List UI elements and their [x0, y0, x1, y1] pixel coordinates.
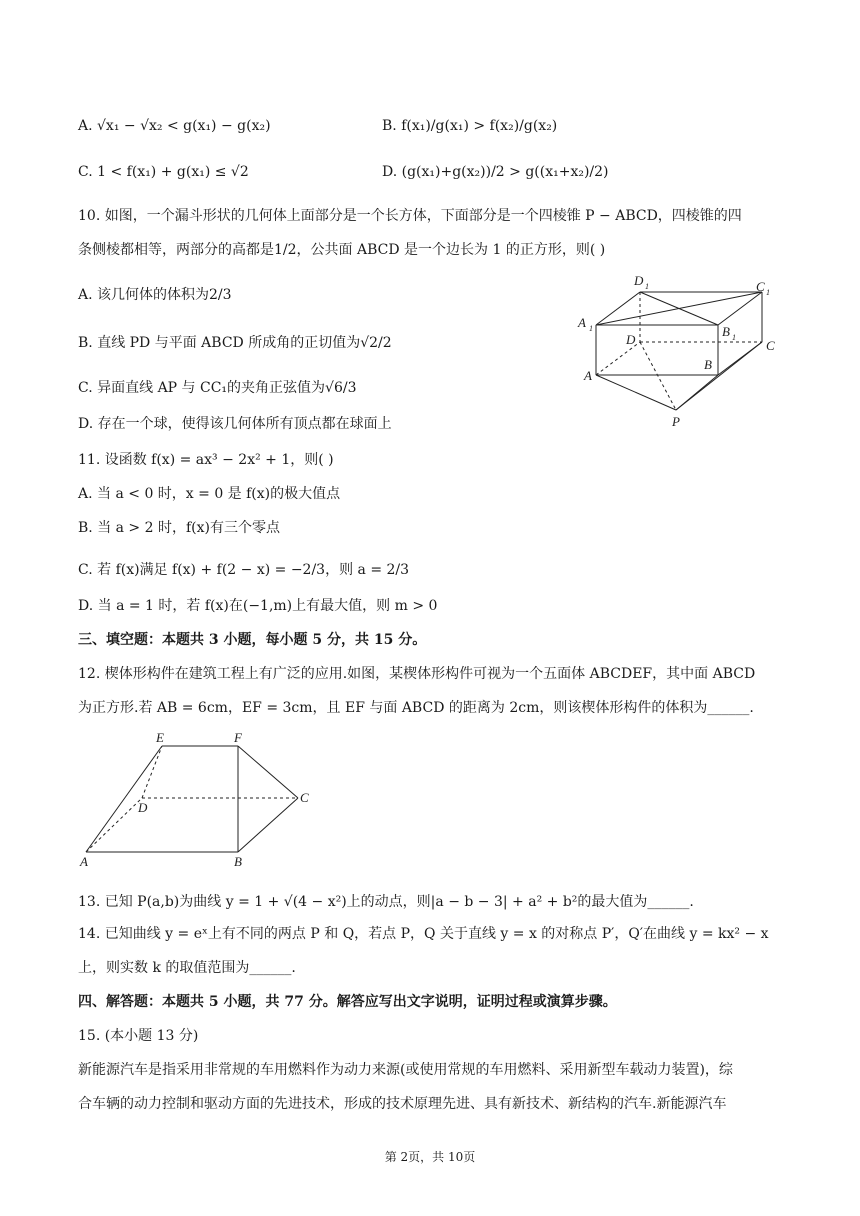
q12-label-f: F: [234, 730, 242, 745]
q10-stem-line2: 条侧棱都相等，两部分的高都是1/2，公共面 ABCD 是一个边长为 1 的正方形，则( ): [78, 242, 606, 258]
q11-option-a: A. 当 a < 0 时，x = 0 是 f(x)的极大值点: [78, 486, 341, 502]
q11-option-b: B. 当 a > 2 时，f(x)有三个零点: [78, 520, 280, 536]
q10-label-a: A: [584, 368, 592, 383]
page-footer: 第 2页，共 10页: [384, 1150, 476, 1164]
q12-line2: 为正方形.若 AB = 6cm，EF = 3cm，且 EF 与面 ABCD 的距离为 2cm，则该楔体形构件的体积为______.: [78, 700, 754, 716]
q10-option-d: D. 存在一个球，使得该几何体所有顶点都在球面上: [78, 416, 392, 432]
q9-option-c: C. 1 < f(x₁) + g(x₁) ≤ √2: [78, 164, 249, 180]
q10-label-p: P: [672, 414, 680, 429]
q10-figure: [570, 270, 790, 430]
q15-heading: 15. (本小题 13 分): [78, 1028, 199, 1044]
q10-label-c1: C: [756, 279, 765, 294]
q10-label-a1-sub: 1: [589, 324, 593, 333]
q10-label-c: C: [766, 338, 775, 353]
q14-line1: 14. 已知曲线 y = eˣ上有不同的两点 P 和 Q，若点 P，Q 关于直线 y = x 的对称点 P′，Q′在曲线 y = kx² − x: [78, 926, 769, 942]
q9-option-b: B. f(x₁)/g(x₁) > f(x₂)/g(x₂): [382, 118, 558, 134]
q10-label-b: B: [704, 357, 712, 372]
q15-paragraph-line1: 新能源汽车是指采用非常规的车用燃料作为动力来源(或使用常规的车用燃料、采用新型车载动力装置)，综: [78, 1062, 733, 1078]
section-4-heading: 四、解答题：本题共 5 小题，共 77 分。解答应写出文字说明，证明过程或演算步骤。: [78, 994, 617, 1010]
q13: 13. 已知 P(a,b)为曲线 y = 1 + √(4 − x²)上的动点，则|a − b − 3| + a² + b²的最大值为______.: [78, 894, 694, 910]
q10-label-d1: D: [634, 273, 644, 288]
q15-paragraph-line2: 合车辆的动力控制和驱动方面的先进技术，形成的技术原理先进、具有新技术、新结构的汽车.新能源汽车: [78, 1096, 727, 1112]
q10-stem-line1: 10. 如图，一个漏斗形状的几何体上面部分是一个长方体，下面部分是一个四棱锥 P − ABCD，四棱锥的四: [78, 208, 742, 224]
q11-option-d: D. 当 a = 1 时，若 f(x)在(−1,m)上有最大值，则 m > 0: [78, 598, 438, 614]
q10-option-c: C. 异面直线 AP 与 CC₁的夹角正弦值为√6/3: [78, 380, 357, 396]
q10-label-b1: B: [722, 324, 730, 339]
q12-figure: [76, 730, 326, 870]
q12-line1: 12. 楔体形构件在建筑工程上有广泛的应用.如图，某楔体形构件可视为一个五面体 ABCDEF，其中面 ABCD: [78, 666, 756, 682]
q11-option-c: C. 若 f(x)满足 f(x) + f(2 − x) = −2/3，则 a = 2/3: [78, 562, 410, 578]
q9-option-a: A. √x₁ − √x₂ < g(x₁) − g(x₂): [78, 118, 271, 134]
q12-label-c: C: [300, 790, 309, 805]
q9-option-d: D. (g(x₁)+g(x₂))/2 > g((x₁+x₂)/2): [382, 164, 609, 180]
q12-label-e: E: [156, 730, 164, 745]
q14-line2: 上，则实数 k 的取值范围为______.: [78, 960, 296, 976]
q10-label-b1-sub: 1: [732, 333, 736, 342]
q12-label-b: B: [234, 854, 242, 869]
section-3-heading: 三、填空题：本题共 3 小题，每小题 5 分，共 15 分。: [78, 632, 427, 648]
q12-label-a: A: [80, 854, 88, 869]
q10-label-c1-sub: 1: [766, 288, 770, 297]
q10-label-a1: A: [578, 315, 586, 330]
q12-label-d: D: [138, 800, 148, 815]
q10-label-d1-sub: 1: [645, 282, 649, 291]
q10-option-b: B. 直线 PD 与平面 ABCD 所成角的正切值为√2/2: [78, 335, 392, 351]
q10-option-a: A. 该几何体的体积为2/3: [78, 287, 232, 303]
q11-stem: 11. 设函数 f(x) = ax³ − 2x² + 1，则( ): [78, 452, 334, 468]
q10-label-d: D: [626, 332, 636, 347]
